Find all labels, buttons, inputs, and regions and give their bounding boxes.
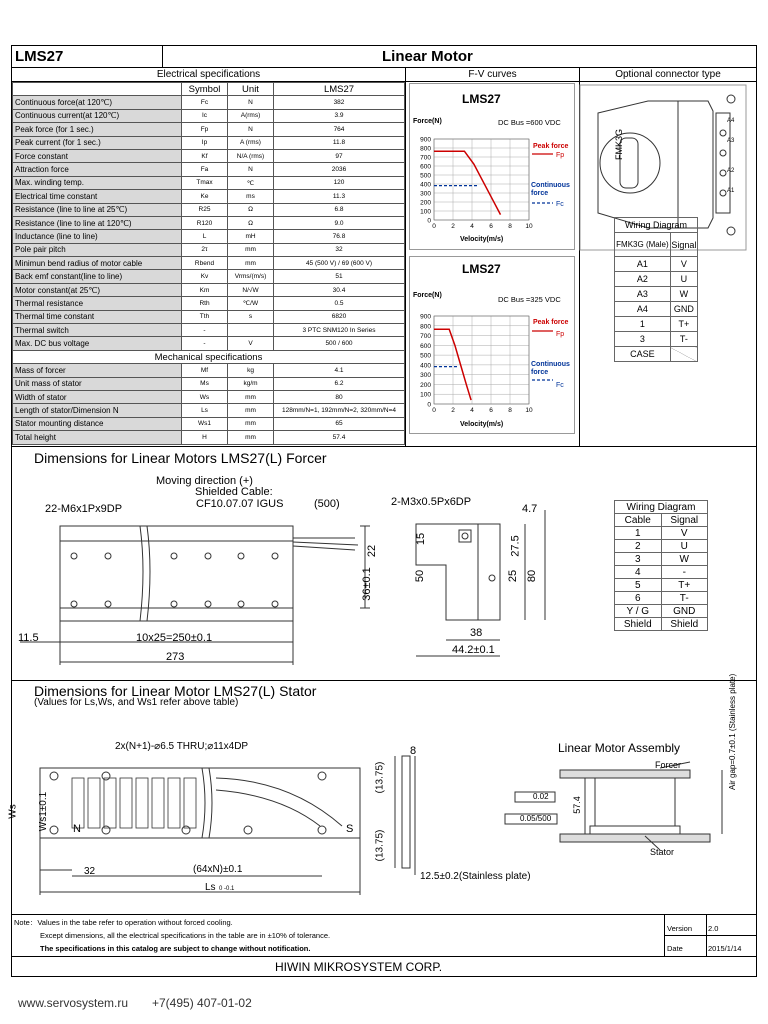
spec-cell-param: Total height [13, 431, 182, 444]
spec-cell-unit: kg/m [228, 377, 274, 390]
assembly-forcer-label: Forcer [655, 760, 682, 770]
spec-cell-unit: N [228, 123, 274, 136]
spec-cell-param: Continuous force(at 120℃) [13, 96, 182, 109]
y-tick-label: 800 [420, 323, 431, 331]
spec-cell-value: 9.0 [274, 216, 405, 229]
mechanical-heading: Mechanical specifications [13, 350, 405, 363]
y-tick-label: 200 [420, 199, 431, 207]
spec-cell-value: 80 [274, 390, 405, 403]
y-tick-label: 300 [420, 372, 431, 380]
fv-chart-1-legend-fp: Fp [556, 152, 565, 159]
y-tick-label: 400 [420, 362, 431, 370]
spec-cell-symbol: Fp [182, 123, 228, 136]
connector-pin-a2: A2 [727, 168, 735, 174]
x-tick-label: 6 [489, 407, 493, 414]
x-tick-label: 8 [508, 223, 512, 230]
y-tick-label: 400 [420, 181, 431, 189]
spec-head-unit: Unit [228, 83, 274, 96]
connector-wiring-cell: A1 [615, 257, 671, 272]
forcer-dim-25: 25 [507, 569, 520, 583]
stator-title: Dimensions for Linear Motor LMS27(L) Stator [34, 683, 317, 699]
stator-dim-64n: (64xN)±0.1 [193, 864, 243, 875]
forcer-wiring-cell: - [661, 566, 708, 579]
spec-cell-value: 65 [274, 417, 405, 430]
forcer-wiring-col2: Signal [661, 514, 708, 527]
forcer-wiring-cell: 1 [615, 527, 662, 540]
forcer-holes-label: 22-M6x1Px9DP [45, 503, 123, 515]
connector-wiring-cell: 3 [615, 332, 671, 347]
forcer-wiring-cell: Shield [615, 618, 662, 631]
spec-cell-value: 51 [274, 270, 405, 283]
fv-chart-2-bus: DC Bus =325 VDC [498, 295, 561, 304]
fv-chart-2-legend-cont: Continuous force [531, 361, 570, 376]
spec-cell-unit: mm [228, 390, 274, 403]
spec-cell-param: Force constant [13, 149, 182, 162]
spec-cell-param: Continuous current(at 120℃) [13, 109, 182, 122]
spec-cell-param: Mass of forcer [13, 364, 182, 377]
spec-cell-unit: V [228, 337, 274, 350]
x-tick-label: 10 [525, 223, 533, 230]
x-tick-label: 2 [451, 407, 455, 414]
y-tick-label: 0 [427, 401, 431, 409]
forcer-holes2-label: 2-M3x0.5Px6DP [391, 496, 472, 508]
stator-dim-ws1: Ws1±0.1 [38, 791, 50, 832]
forcer-dim-pitch: 10x25=250±0.1 [136, 632, 213, 644]
spec-cell-symbol: Rth [182, 297, 228, 310]
spec-cell-unit: N [228, 163, 274, 176]
stator-dim-32: 32 [84, 866, 96, 877]
note-3: The specifications in this catalog are subject to change without notification. [40, 944, 311, 953]
spec-cell-param: Pole pair pitch [13, 243, 182, 256]
spec-cell-value: 764 [274, 123, 405, 136]
spec-cell-value: 128mm/N=1, 192mm/N=2, 320mm/N=4 [274, 404, 405, 417]
fv-chart-2-title: LMS27 [462, 262, 501, 276]
x-tick-label: 8 [508, 407, 512, 414]
forcer-dim-80: 80 [526, 569, 539, 583]
spec-cell-unit: A(rms) [228, 109, 274, 122]
spec-cell-symbol: R120 [182, 216, 228, 229]
spec-cell-param: Motor constant(at 25℃) [13, 283, 182, 296]
x-tick-label: 6 [489, 223, 493, 230]
forcer-wiring-cell: 6 [615, 592, 662, 605]
x-tick-label: 10 [525, 407, 533, 414]
forcer-dim-total: 273 [166, 651, 185, 663]
spec-cell-value: 2036 [274, 163, 405, 176]
y-tick-label: 500 [420, 172, 431, 180]
y-tick-label: 100 [420, 391, 431, 399]
spec-cell-symbol: Ip [182, 136, 228, 149]
connector-wiring-cell: A4 [615, 302, 671, 317]
forcer-wiring-cell: 2 [615, 540, 662, 553]
connector-wiring-cell: CASE [615, 347, 671, 362]
connector-side-label: FMK3G [614, 128, 624, 160]
spec-cell-symbol: Ke [182, 190, 228, 203]
spec-cell-param: Back emf constant(line to line) [13, 270, 182, 283]
forcer-wiring-col1: Cable [615, 514, 662, 527]
y-tick-label: 800 [420, 145, 431, 153]
connector-wiring-cell: V [670, 257, 697, 272]
spec-cell-param: Electrical time constant [13, 190, 182, 203]
fv-chart-2-ylabel: Force(N) [413, 292, 442, 299]
fv-chart-1-legend-peak: Peak force [533, 143, 569, 150]
spec-cell-param: Inductance (line to line) [13, 230, 182, 243]
connector-wiring-col1: FMK3G (Male) [615, 233, 671, 257]
forcer-title: Dimensions for Linear Motors LMS27(L) Forcer [34, 450, 327, 466]
spec-cell-param: Peak current (for 1 sec.) [13, 136, 182, 149]
forcer-wiring-cell: W [661, 553, 708, 566]
spec-cell-value: 76.8 [274, 230, 405, 243]
forcer-wiring-cell: 4 [615, 566, 662, 579]
forcer-wiring-cell: Shield [661, 618, 708, 631]
stator-n-label: N [73, 823, 81, 835]
connector-wiring-title: Wiring Diagram [615, 218, 698, 233]
spec-cell-unit: Ω [228, 203, 274, 216]
spec-cell-value: 97 [274, 149, 405, 162]
spec-cell-unit: ℃ [228, 176, 274, 189]
spec-cell-symbol: R25 [182, 203, 228, 216]
spec-cell-symbol: Tmax [182, 176, 228, 189]
spec-cell-symbol: Tth [182, 310, 228, 323]
y-tick-label: 700 [420, 154, 431, 162]
website-link[interactable]: www.servosystem.ru [18, 996, 129, 1010]
stator-subtitle: (Values for Ls,Ws, and Ws1 refer above table) [34, 697, 239, 708]
assembly-height: 57.4 [571, 796, 582, 814]
spec-cell-param: Thermal resistance [13, 297, 182, 310]
spec-cell-unit: s [228, 310, 274, 323]
connector-wiring-cell: U [670, 272, 697, 287]
connector-wiring-col2: Signal [670, 233, 697, 257]
spec-cell-unit: Vrms/(m/s) [228, 270, 274, 283]
stator-s-label: S [346, 823, 354, 835]
connector-heading: Optional connector type [580, 68, 756, 82]
spec-cell-value: 4.1 [274, 364, 405, 377]
stator-dim-13-75b: (13.75) [374, 829, 386, 862]
model-name: LMS27 [15, 48, 64, 65]
spec-cell-param: Width of stator [13, 390, 182, 403]
spec-cell-value: 382 [274, 96, 405, 109]
forcer-dim-4-7: 4.7 [522, 503, 538, 515]
forcer-wiring-cell: T- [661, 592, 708, 605]
assembly-tol-1: 0.02 [533, 792, 549, 801]
spec-cell-unit: mm [228, 257, 274, 270]
forcer-dim-22: 22 [366, 544, 379, 558]
spec-cell-param: Peak force (for 1 sec.) [13, 123, 182, 136]
spec-cell-value: 6.2 [274, 377, 405, 390]
connector-wiring-cell: A2 [615, 272, 671, 287]
spec-cell-value: 500 / 600 [274, 337, 405, 350]
spec-cell-param: Max. winding temp. [13, 176, 182, 189]
spec-cell-symbol: Fc [182, 96, 228, 109]
page-title: Linear Motor [382, 48, 473, 65]
fv-chart-1-bus: DC Bus =600 VDC [498, 118, 561, 127]
spec-cell-unit: N/√W [228, 283, 274, 296]
y-tick-label: 900 [420, 136, 431, 144]
note-1: Note：Values in the tabe refer to operation without forced cooling. [14, 918, 233, 927]
spec-cell-symbol: Ms [182, 377, 228, 390]
forcer-wiring-cell: GND [661, 605, 708, 618]
forcer-wiring-cell: 3 [615, 553, 662, 566]
spec-cell-unit: ℃/W [228, 297, 274, 310]
spec-cell-symbol: Kv [182, 270, 228, 283]
stator-dim-ws: Ws [7, 804, 19, 819]
spec-cell-value: 3 PTC SNM120 In Series [274, 324, 405, 337]
stator-plate: 12.5±0.2(Stainless plate) [420, 871, 531, 882]
connector-pin-a1: A1 [727, 188, 735, 194]
spec-cell-symbol: Kf [182, 149, 228, 162]
spec-cell-param: Attraction force [13, 163, 182, 176]
forcer-wiring-cell: T+ [661, 579, 708, 592]
spec-cell-unit: mm [228, 243, 274, 256]
assembly-title: Linear Motor Assembly [558, 741, 681, 755]
spec-cell-value: 120 [274, 176, 405, 189]
spec-cell-value: 6.8 [274, 203, 405, 216]
forcer-dim-15: 15 [415, 532, 428, 546]
spec-cell-symbol: 2τ [182, 243, 228, 256]
assembly-airgap: Air gap=0.7±0.1 (Stainless plate) [728, 673, 737, 790]
spec-cell-param: Length of stator/Dimension N [13, 404, 182, 417]
spec-cell-symbol: - [182, 337, 228, 350]
fv-chart-1-legend-cont: Continuous force [531, 182, 570, 197]
spec-cell-param: Max. DC bus voltage [13, 337, 182, 350]
connector-wiring-cell: T+ [670, 317, 697, 332]
spec-cell-value: 3.9 [274, 109, 405, 122]
spec-cell-value: 6820 [274, 310, 405, 323]
assembly-stator-label: Stator [650, 847, 675, 857]
y-tick-label: 600 [420, 163, 431, 171]
spec-cell-symbol: Mf [182, 364, 228, 377]
spec-cell-param: Stator mounting distance [13, 417, 182, 430]
x-tick-label: 0 [432, 223, 436, 230]
spec-head-model: LMS27 [274, 83, 405, 96]
phone-number: +7(495) 407-01-02 [152, 996, 252, 1010]
connector-wiring-cell: 1 [615, 317, 671, 332]
connector-wiring-cell: W [670, 287, 697, 302]
spec-cell-symbol: Ic [182, 109, 228, 122]
version-value: 2.0 [708, 924, 719, 933]
spec-cell-param: Resistance (line to line at 120℃) [13, 216, 182, 229]
x-tick-label: 0 [432, 407, 436, 414]
note-2: Except dimensions, all the electrical specifications in the table are in ±10% of tolerance. [40, 931, 331, 940]
spec-cell-symbol: Km [182, 283, 228, 296]
forcer-dim-38: 38 [470, 627, 483, 639]
spec-cell-value: 32 [274, 243, 405, 256]
spec-cell-symbol: H [182, 431, 228, 444]
forcer-cable-1: Shielded Cable: [195, 486, 273, 498]
company-name: HIWIN MIKROSYSTEM CORP. [275, 960, 443, 974]
spec-cell-symbol: Fa [182, 163, 228, 176]
spec-cell-unit: N [228, 96, 274, 109]
y-tick-label: 300 [420, 190, 431, 198]
forcer-dim-left: 11.5 [18, 632, 39, 644]
version-label: Version [667, 924, 693, 933]
date-value: 2015/1/14 [708, 944, 742, 953]
connector-wiring-cell: GND [670, 302, 697, 317]
spec-cell-unit: mH [228, 230, 274, 243]
stator-dim-13-75a: (13.75) [374, 761, 386, 794]
spec-cell-param: Thermal time constant [13, 310, 182, 323]
y-tick-label: 500 [420, 352, 431, 360]
fv-heading: F-V curves [406, 68, 579, 82]
spec-cell-symbol: Ws [182, 390, 228, 403]
spec-cell-value: 30.4 [274, 283, 405, 296]
y-tick-label: 900 [420, 313, 431, 321]
forcer-dim-44-2: 44.2±0.1 [452, 644, 495, 656]
spec-cell-symbol: Rbend [182, 257, 228, 270]
y-tick-label: 100 [420, 208, 431, 216]
y-tick-label: 200 [420, 381, 431, 389]
spec-cell-unit: ms [228, 190, 274, 203]
spec-cell-unit: mm [228, 404, 274, 417]
connector-wiring-cell: T- [670, 332, 697, 347]
spec-cell-unit: mm [228, 431, 274, 444]
spec-cell-unit: kg [228, 364, 274, 377]
spec-cell-symbol: L [182, 230, 228, 243]
forcer-dim-27-5: 27.5 [509, 535, 522, 557]
spec-cell-unit: N/A (rms) [228, 149, 274, 162]
x-tick-label: 4 [470, 407, 474, 414]
forcer-dim-50: 50 [414, 569, 427, 583]
x-tick-label: 4 [470, 223, 474, 230]
connector-pin-a3: A3 [727, 138, 735, 144]
stator-dim-ls: Ls [205, 882, 216, 893]
spec-cell-param: Thermal switch [13, 324, 182, 337]
y-tick-label: 700 [420, 333, 431, 341]
spec-cell-unit: A (rms) [228, 136, 274, 149]
spec-cell-param: Unit mass of stator [13, 377, 182, 390]
stator-dim-ls-tol: 0 -0.1 [219, 886, 235, 892]
spec-cell-value: 45 (500 V) / 69 (600 V) [274, 257, 405, 270]
spec-cell-value: 57.4 [274, 431, 405, 444]
forcer-moving-direction: Moving direction (+) [156, 475, 253, 487]
spec-cell-param: Minimun bend radius of motor cable [13, 257, 182, 270]
connector-wiring-cell: A3 [615, 287, 671, 302]
fv-chart-2-xlabel: Velocity(m/s) [460, 421, 504, 428]
spec-cell-value: 0.5 [274, 297, 405, 310]
spec-cell-value: 11.8 [274, 136, 405, 149]
fv-chart-2-legend-fp: Fp [556, 331, 565, 338]
forcer-wiring-cell: Y / G [615, 605, 662, 618]
spec-cell-symbol: Ws1 [182, 417, 228, 430]
spec-cell-param: Resistance (line to line at 25℃) [13, 203, 182, 216]
forcer-cable-length: (500) [314, 498, 340, 510]
fv-chart-1-legend-fc: Fc [556, 201, 564, 208]
assembly-tol-2: 0.05/500 [520, 814, 552, 823]
spec-cell-unit: mm [228, 417, 274, 430]
spec-cell-symbol: - [182, 324, 228, 337]
y-tick-label: 0 [427, 217, 431, 225]
spec-cell-symbol: Ls [182, 404, 228, 417]
electrical-heading: Electrical specifications [12, 68, 405, 82]
fv-chart-1-xlabel: Velocity(m/s) [460, 236, 504, 243]
stator-dim-8: 8 [410, 745, 417, 757]
spec-cell-value: 11.3 [274, 190, 405, 203]
fv-chart-2-legend-fc: Fc [556, 382, 564, 389]
stator-holes-label: 2x(N+1)-⌀6.5 THRU;⌀11x4DP [115, 741, 249, 752]
spec-cell-unit: Ω [228, 216, 274, 229]
forcer-wiring-cell: 5 [615, 579, 662, 592]
x-tick-label: 2 [451, 223, 455, 230]
date-label: Date [667, 944, 683, 953]
forcer-wiring-cell: V [661, 527, 708, 540]
fv-chart-1-ylabel: Force(N) [413, 118, 442, 125]
forcer-cable-2: CF10.07.07 IGUS [196, 498, 284, 510]
fv-chart-1-title: LMS27 [462, 92, 501, 106]
forcer-wiring-cell: U [661, 540, 708, 553]
forcer-wiring-title: Wiring Diagram [615, 501, 708, 514]
forcer-dim-36: 36±0.1 [360, 567, 373, 601]
connector-pin-a4: A4 [727, 118, 735, 124]
spec-head-symbol: Symbol [182, 83, 228, 96]
fv-chart-2-legend-peak: Peak force [533, 319, 569, 326]
y-tick-label: 600 [420, 342, 431, 350]
